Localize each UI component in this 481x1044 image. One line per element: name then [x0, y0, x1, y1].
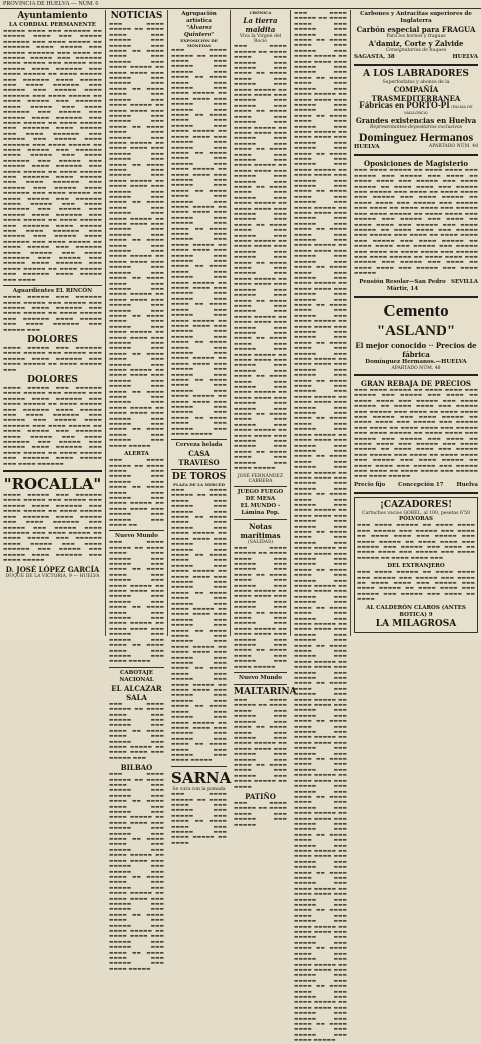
maltarina-heading: MALTARINA — [234, 687, 297, 698]
aguardiente-heading: Aguardientes EL RINCÓN — [12, 288, 93, 295]
divider — [354, 154, 478, 156]
tierra-maldita-subheading: Viva la Virgen del Rocío — [239, 33, 282, 44]
dolores-heading-2: DOLORES — [27, 374, 78, 385]
divider — [234, 672, 287, 673]
dominguez-hermanos: Dominguez Hermanos — [358, 130, 474, 145]
toros-subheading: PLAZA DE LA MERCED — [172, 482, 226, 488]
polvoras-price-list: ▬▬▬ ▬▬▬▬ ▬▬▬▬▬ ▬▬ ▬▬▬▬ ▬▬▬▬ ▬▬▬ ▬▬▬▬▬ ▬▬▬ ▬▬▬▬▬ ▬▬▬ ▬▬▬▬ ▬▬ ▬▬▬▬ ▬▬▬▬ ▬▬▬ ▬▬▬▬▬ ▬▬▬ ▬▬▬▬ ▬▬▬▬▬ ▬▬ ▬▬▬▬ ▬▬▬▬ ▬▬▬ ▬▬▬▬▬ ▬▬▬ ▬▬▬▬▬ ▬▬▬ ▬▬▬▬ ▬▬ ▬▬▬▬ ▬▬▬▬ ▬▬▬ ▬▬▬▬▬ ▬▬▬ ▬▬▬▬ ▬▬▬▬▬ ▬▬ ▬▬▬▬ ▬▬▬▬ ▬▬▬ — [357, 523, 475, 561]
alerta-body: ▬▬▬ ▬▬▬▬ ▬▬▬▬▬ ▬▬ ▬▬▬▬ ▬▬▬▬ ▬▬▬ ▬▬▬▬▬ ▬▬▬ ▬▬▬▬▬ ▬▬▬ ▬▬▬▬ ▬▬ ▬▬▬▬ ▬▬▬▬ ▬▬▬ ▬▬▬▬▬ ▬▬▬ ▬▬▬▬ ▬▬▬▬▬ ▬▬ ▬▬▬▬ ▬▬▬▬ ▬▬▬ ▬▬▬▬▬ ▬▬▬ ▬▬▬▬▬ ▬▬▬ ▬▬▬▬ ▬▬ — [109, 458, 164, 528]
cronica-label: CRÓNICA — [249, 10, 272, 15]
patino-heading: PATIÑO — [245, 791, 276, 801]
rebaja-ad — [354, 379, 478, 489]
dominguez-city: HUELVA — [354, 144, 380, 151]
cemento-row — [354, 301, 478, 341]
divider — [354, 64, 478, 66]
ayuntamiento-body: ▬▬▬▬▬ ▬▬▬▬ ▬▬▬ ▬▬▬▬▬▬ ▬▬ ▬▬▬▬▬ ▬▬▬▬ ▬▬▬ ▬▬▬▬▬ ▬▬▬▬▬▬ ▬▬▬ ▬▬▬▬ ▬▬▬▬▬ ▬▬ ▬▬▬▬▬▬ ▬▬▬▬ ▬▬▬▬▬ ▬▬▬ ▬▬▬▬▬ ▬▬▬▬▬▬ ▬▬▬ ▬▬▬▬ ▬▬ ▬▬▬▬▬ ▬▬▬▬▬ ▬▬▬ ▬▬▬▬▬▬ ▬▬▬▬ ▬▬▬▬▬ ▬▬▬ ▬▬▬▬▬ ▬▬▬ ▬▬▬▬▬ ▬▬▬▬ ▬▬▬▬▬▬ ▬▬▬ ▬▬▬▬ ▬▬▬▬▬ ▬▬ ▬▬▬▬ ▬▬▬▬▬ ▬▬▬ ▬▬▬▬▬▬ ▬▬▬▬ ▬▬▬▬▬ ▬▬▬ ▬▬▬▬ ▬▬▬▬▬▬ ▬▬▬ ▬▬▬▬▬ ▬▬▬ ▬▬▬▬▬ ▬▬▬▬ ▬▬▬▬▬▬ ▬▬▬ ▬▬▬▬ ▬▬▬▬▬ ▬▬ ▬▬▬▬ ▬▬▬▬▬ ▬▬▬ ▬▬▬▬▬▬ ▬▬▬▬ ▬▬▬▬▬ ▬▬▬ ▬▬▬▬ ▬▬▬▬▬▬ ▬▬▬ ▬▬▬▬▬ ▬▬▬ ▬▬▬▬▬ ▬▬▬▬ ▬▬▬▬▬▬ ▬▬▬ ▬▬▬▬ ▬▬▬▬▬ ▬▬ ▬▬▬▬ ▬▬▬▬▬ ▬▬▬ ▬▬▬▬▬▬ ▬▬▬▬ ▬▬▬▬▬ ▬▬▬ ▬▬▬▬ ▬▬▬▬▬▬ ▬▬▬ ▬▬▬▬▬ ▬▬▬ ▬▬▬▬▬ ▬▬▬▬ ▬▬▬▬▬▬ ▬▬▬ ▬▬▬▬ ▬▬▬▬▬ ▬▬ ▬▬▬▬ ▬▬▬▬▬ ▬▬▬ ▬▬▬▬▬▬ ▬▬▬▬ ▬▬▬▬▬ ▬▬▬ ▬▬▬▬ ▬▬▬▬▬▬ ▬▬▬ ▬▬▬▬▬ ▬▬▬ ▬▬▬▬▬ ▬▬▬▬ ▬▬▬▬▬▬ ▬▬▬ ▬▬▬▬ ▬▬▬▬▬ ▬▬ ▬▬▬▬ ▬▬▬▬▬ ▬▬▬ ▬▬▬▬▬▬ ▬▬▬▬ ▬▬▬▬▬ ▬▬▬ ▬▬▬▬ ▬▬▬▬▬▬ ▬▬▬ ▬▬▬▬▬ ▬▬▬ ▬▬▬▬▬ ▬▬▬▬ ▬▬▬▬▬▬ ▬▬▬ ▬▬▬▬ ▬▬▬▬▬ ▬▬ ▬▬▬▬ ▬▬▬▬▬ ▬▬▬ ▬▬▬▬▬▬ ▬▬▬▬ ▬▬▬▬▬ ▬▬▬ ▬▬▬▬ ▬▬▬▬▬▬ ▬▬▬ ▬▬▬▬▬ ▬▬▬ ▬▬▬▬▬ ▬▬▬▬ ▬▬▬▬▬▬ ▬▬▬ ▬▬▬▬ ▬▬▬▬▬ ▬▬ ▬▬▬▬ ▬▬▬▬▬ ▬▬▬ ▬▬▬▬▬▬ ▬▬▬▬ ▬▬▬▬▬ ▬▬▬ ▬▬▬▬ ▬▬▬▬▬▬ ▬▬▬ ▬▬▬▬▬ ▬▬▬ ▬▬▬▬▬ ▬▬▬▬ ▬▬▬▬▬▬ ▬▬▬ ▬▬▬▬ ▬▬▬▬▬ ▬▬ ▬▬▬▬ ▬▬▬▬▬ ▬▬▬ ▬▬▬▬▬▬ ▬▬▬▬ ▬▬▬▬▬ ▬▬▬ ▬▬▬▬ ▬▬▬▬▬▬ ▬▬▬ ▬▬▬▬▬ ▬▬▬ ▬▬▬▬▬ ▬▬▬▬ ▬▬▬▬▬▬ ▬▬▬ ▬▬▬▬ ▬▬▬▬▬ ▬▬ ▬▬▬▬ ▬▬▬▬▬ ▬▬▬ ▬▬▬▬▬▬ ▬▬▬▬ ▬▬▬▬▬ ▬▬▬ ▬▬▬▬ — [3, 29, 102, 283]
casa-travieso-heading: CASA TRAVIESO — [178, 449, 220, 468]
fabricas: Fábricas en PORTO-PI — [359, 100, 450, 111]
maltarina-body: ▬▬▬ ▬▬▬▬ ▬▬▬▬▬ ▬▬ ▬▬▬▬ ▬▬▬▬ ▬▬▬ ▬▬▬▬▬ ▬▬▬ ▬▬▬▬▬ ▬▬▬ ▬▬▬▬ ▬▬ ▬▬▬▬ ▬▬▬▬ ▬▬▬ ▬▬▬▬▬ ▬▬▬ ▬▬▬▬ ▬▬▬▬▬ ▬▬ ▬▬▬▬ ▬▬▬▬ ▬▬▬ ▬▬▬▬▬ ▬▬▬ ▬▬▬▬▬ ▬▬▬ ▬▬▬▬ ▬▬ ▬▬▬▬ ▬▬▬▬ ▬▬▬ ▬▬▬▬▬ ▬▬▬ ▬▬▬▬ ▬▬▬▬▬ ▬▬ ▬▬▬▬ — [234, 698, 287, 790]
precio-fijo: Precio fijo — [354, 481, 386, 488]
precio-row — [354, 482, 478, 489]
notas-maritimas-heading: Notas marítimas — [240, 522, 281, 541]
column-1 — [0, 10, 106, 636]
cemento-ad — [354, 301, 478, 371]
divider — [234, 684, 287, 685]
noticias-body: ▬▬▬ ▬▬▬▬ ▬▬▬▬▬ ▬▬ ▬▬▬▬ ▬▬▬▬ ▬▬▬ ▬▬▬▬▬ ▬▬▬ ▬▬▬▬▬ ▬▬▬ ▬▬▬▬ ▬▬ ▬▬▬▬ ▬▬▬▬ ▬▬▬ ▬▬▬▬▬ ▬▬▬ ▬▬▬▬ ▬▬▬▬▬ ▬▬ ▬▬▬▬ ▬▬▬▬ ▬▬▬ ▬▬▬▬▬ ▬▬▬ ▬▬▬▬▬ ▬▬▬ ▬▬▬▬ ▬▬ ▬▬▬▬ ▬▬▬▬ ▬▬▬ ▬▬▬▬▬ ▬▬▬ ▬▬▬▬ ▬▬▬▬▬ ▬▬ ▬▬▬▬ ▬▬▬▬ ▬▬▬ ▬▬▬▬▬ ▬▬▬ ▬▬▬▬▬ ▬▬▬ ▬▬▬▬ ▬▬ ▬▬▬▬ ▬▬▬▬ ▬▬▬ ▬▬▬▬▬ ▬▬▬ ▬▬▬▬ ▬▬▬▬▬ ▬▬ ▬▬▬▬ ▬▬▬▬ ▬▬▬ ▬▬▬▬▬ ▬▬▬ ▬▬▬▬▬ ▬▬▬ ▬▬▬▬ ▬▬ ▬▬▬▬ ▬▬▬▬ ▬▬▬ ▬▬▬▬▬ ▬▬▬ ▬▬▬▬ ▬▬▬▬▬ ▬▬ ▬▬▬▬ ▬▬▬▬ ▬▬▬ ▬▬▬▬▬ ▬▬▬ ▬▬▬▬▬ ▬▬▬ ▬▬▬▬ ▬▬ ▬▬▬▬ ▬▬▬▬ ▬▬▬ ▬▬▬▬▬ ▬▬▬ ▬▬▬▬ ▬▬▬▬▬ ▬▬ ▬▬▬▬ ▬▬▬▬ ▬▬▬ ▬▬▬▬▬ ▬▬▬ ▬▬▬▬▬ ▬▬▬ ▬▬▬▬ ▬▬ ▬▬▬▬ ▬▬▬▬ ▬▬▬ ▬▬▬▬▬ ▬▬▬ ▬▬▬▬ ▬▬▬▬▬ ▬▬ ▬▬▬▬ ▬▬▬▬ ▬▬▬ ▬▬▬▬▬ ▬▬▬ ▬▬▬▬▬ ▬▬▬ ▬▬▬▬ ▬▬ ▬▬▬▬ ▬▬▬▬ ▬▬▬ ▬▬▬▬▬ ▬▬▬ ▬▬▬▬ ▬▬▬▬▬ ▬▬ ▬▬▬▬ ▬▬▬▬ ▬▬▬ ▬▬▬▬▬ ▬▬▬ ▬▬▬▬▬ ▬▬▬ ▬▬▬▬ ▬▬ ▬▬▬▬ ▬▬▬▬ ▬▬▬ ▬▬▬▬▬ ▬▬▬ ▬▬▬▬ ▬▬▬▬▬ ▬▬ ▬▬▬▬ ▬▬▬▬ ▬▬▬ ▬▬▬▬▬ ▬▬▬ ▬▬▬▬▬ ▬▬▬ ▬▬▬▬ ▬▬ ▬▬▬▬ ▬▬▬▬ ▬▬▬ ▬▬▬▬▬ ▬▬▬ ▬▬▬▬ ▬▬▬▬▬ ▬▬ ▬▬▬▬ ▬▬▬▬ ▬▬▬ ▬▬▬▬▬ ▬▬▬ ▬▬▬▬▬ ▬▬▬ ▬▬▬▬ ▬▬ ▬▬▬▬ ▬▬▬▬ ▬▬▬ ▬▬▬▬▬ ▬▬▬ ▬▬▬▬ ▬▬▬▬▬ ▬▬ ▬▬▬▬ ▬▬▬▬ ▬▬▬ ▬▬▬▬▬ ▬▬▬ ▬▬▬▬▬ ▬▬▬ ▬▬▬▬ ▬▬ ▬▬▬▬ ▬▬▬▬ ▬▬▬ ▬▬▬▬▬ ▬▬▬ ▬▬▬▬ ▬▬▬▬▬ — [109, 22, 164, 449]
masthead — [0, 0, 481, 9]
noticias-heading: NOTICIAS — [110, 11, 163, 21]
labradores-ad — [354, 69, 478, 152]
cabotaje-heading: CABOTAJE NACIONAL — [119, 669, 154, 683]
masthead-text: PROVINCIA DE HUELVA — NÚM. 6 — [3, 1, 99, 7]
divider — [3, 470, 102, 472]
fuego-heading: JUEGO FUEGO DE MESA — [237, 489, 284, 503]
apartado-1: APARTADO NÚM. 48 — [428, 144, 478, 150]
divider — [171, 766, 227, 767]
labradores-heading: A LOS LABRADORES — [363, 68, 469, 79]
divider — [3, 285, 102, 286]
pension-address: Pensión Resolar—San Pedro Mártir, 14 — [359, 278, 446, 292]
ayuntamiento-subheading: LA CORDIAL PERMANENTE — [9, 22, 96, 28]
el-mundo-heading: EL MUNDO - Lámina Pop. — [240, 503, 281, 517]
cerveza-heading: Cerveza helada — [175, 442, 223, 449]
column-3 — [168, 10, 232, 846]
sarna-heading: SARNA — [171, 768, 232, 787]
divider — [234, 486, 287, 487]
oposiciones-ad — [354, 159, 478, 292]
dolores-heading-1: DOLORES — [27, 334, 78, 345]
apartado-2: APARTADO NÚM. 48 — [391, 365, 441, 371]
column-5 — [291, 10, 351, 1044]
oposiciones-heading: Oposiciones de Magisterio — [363, 159, 469, 169]
huelva-city-2: Huelva — [456, 481, 478, 488]
pension-row — [354, 279, 478, 293]
asland-heading: "ASLAND" — [376, 322, 456, 339]
carbones-ad — [354, 11, 478, 61]
grandes-existencias: Grandes existencias en Huelva — [355, 116, 477, 126]
huelva-city: HUELVA — [452, 53, 478, 60]
toros-body: ▬▬▬ ▬▬▬▬ ▬▬▬▬▬ ▬▬ ▬▬▬▬ ▬▬▬▬ ▬▬▬ ▬▬▬▬▬ ▬▬▬ ▬▬▬▬▬ ▬▬▬ ▬▬▬▬ ▬▬ ▬▬▬▬ ▬▬▬▬ ▬▬▬ ▬▬▬▬▬ ▬▬▬ ▬▬▬▬ ▬▬▬▬▬ ▬▬ ▬▬▬▬ ▬▬▬▬ ▬▬▬ ▬▬▬▬▬ ▬▬▬ ▬▬▬▬▬ ▬▬▬ ▬▬▬▬ ▬▬ ▬▬▬▬ ▬▬▬▬ ▬▬▬ ▬▬▬▬▬ ▬▬▬ ▬▬▬▬ ▬▬▬▬▬ ▬▬ ▬▬▬▬ ▬▬▬▬ ▬▬▬ ▬▬▬▬▬ ▬▬▬ ▬▬▬▬▬ ▬▬▬ ▬▬▬▬ ▬▬ ▬▬▬▬ ▬▬▬▬ ▬▬▬ ▬▬▬▬▬ ▬▬▬ ▬▬▬▬ ▬▬▬▬▬ ▬▬ ▬▬▬▬ ▬▬▬▬ ▬▬▬ ▬▬▬▬▬ ▬▬▬ ▬▬▬▬▬ ▬▬▬ ▬▬▬▬ ▬▬ ▬▬▬▬ ▬▬▬▬ ▬▬▬ ▬▬▬▬▬ ▬▬▬ ▬▬▬▬ ▬▬▬▬▬ ▬▬ ▬▬▬▬ ▬▬▬▬ ▬▬▬ ▬▬▬▬▬ ▬▬▬ ▬▬▬▬▬ ▬▬▬ ▬▬▬▬ ▬▬ ▬▬▬▬ ▬▬▬▬ ▬▬▬ ▬▬▬▬▬ ▬▬▬ ▬▬▬▬ ▬▬▬▬▬ ▬▬ ▬▬▬▬ ▬▬▬▬ ▬▬▬ ▬▬▬▬▬ ▬▬▬ ▬▬▬▬▬ ▬▬▬ ▬▬▬▬ ▬▬ ▬▬▬▬ ▬▬▬▬ ▬▬▬ ▬▬▬▬▬ ▬▬▬ ▬▬▬▬ ▬▬▬▬▬ ▬▬ ▬▬▬▬ ▬▬▬▬ ▬▬▬ ▬▬▬▬▬ ▬▬▬ ▬▬▬▬▬ ▬▬▬ ▬▬▬▬ ▬▬ ▬▬▬▬ ▬▬▬▬ ▬▬▬ ▬▬▬▬▬ ▬▬▬ ▬▬▬▬ ▬▬▬▬▬ — [171, 488, 227, 764]
tierra-maldita-body: ▬▬▬ ▬▬▬▬ ▬▬▬▬▬ ▬▬ ▬▬▬▬ ▬▬▬▬ ▬▬▬ ▬▬▬▬▬ ▬▬▬ ▬▬▬▬▬ ▬▬▬ ▬▬▬▬ ▬▬ ▬▬▬▬ ▬▬▬▬ ▬▬▬ ▬▬▬▬▬ ▬▬▬ ▬▬▬▬ ▬▬▬▬▬ ▬▬ ▬▬▬▬ ▬▬▬▬ ▬▬▬ ▬▬▬▬▬ ▬▬▬ ▬▬▬▬▬ ▬▬▬ ▬▬▬▬ ▬▬ ▬▬▬▬ ▬▬▬▬ ▬▬▬ ▬▬▬▬▬ ▬▬▬ ▬▬▬▬ ▬▬▬▬▬ ▬▬ ▬▬▬▬ ▬▬▬▬ ▬▬▬ ▬▬▬▬▬ ▬▬▬ ▬▬▬▬▬ ▬▬▬ ▬▬▬▬ ▬▬ ▬▬▬▬ ▬▬▬▬ ▬▬▬ ▬▬▬▬▬ ▬▬▬ ▬▬▬▬ ▬▬▬▬▬ ▬▬ ▬▬▬▬ ▬▬▬▬ ▬▬▬ ▬▬▬▬▬ ▬▬▬ ▬▬▬▬▬ ▬▬▬ ▬▬▬▬ ▬▬ ▬▬▬▬ ▬▬▬▬ ▬▬▬ ▬▬▬▬▬ ▬▬▬ ▬▬▬▬ ▬▬▬▬▬ ▬▬ ▬▬▬▬ ▬▬▬▬ ▬▬▬ ▬▬▬▬▬ ▬▬▬ ▬▬▬▬▬ ▬▬▬ ▬▬▬▬ ▬▬ ▬▬▬▬ ▬▬▬▬ ▬▬▬ ▬▬▬▬▬ ▬▬▬ ▬▬▬▬ ▬▬▬▬▬ ▬▬ ▬▬▬▬ ▬▬▬▬ ▬▬▬ ▬▬▬▬▬ ▬▬▬ ▬▬▬▬▬ ▬▬▬ ▬▬▬▬ ▬▬ ▬▬▬▬ ▬▬▬▬ ▬▬▬ ▬▬▬▬▬ ▬▬▬ ▬▬▬▬ ▬▬▬▬▬ ▬▬ ▬▬▬▬ ▬▬▬▬ ▬▬▬ ▬▬▬▬▬ ▬▬▬ ▬▬▬▬▬ ▬▬▬ ▬▬▬▬ ▬▬ ▬▬▬▬ ▬▬▬▬ ▬▬▬ ▬▬▬▬▬ ▬▬▬ ▬▬▬▬ ▬▬▬▬▬ ▬▬ ▬▬▬▬ ▬▬▬▬ ▬▬▬ ▬▬▬▬▬ ▬▬▬ ▬▬▬▬▬ ▬▬▬ ▬▬▬▬ ▬▬ ▬▬▬▬ ▬▬▬▬ ▬▬▬ ▬▬▬▬▬ ▬▬▬ ▬▬▬▬ ▬▬▬▬▬ ▬▬ ▬▬▬▬ ▬▬▬▬ ▬▬▬ ▬▬▬▬▬ ▬▬▬ ▬▬▬▬▬ ▬▬▬ ▬▬▬▬ ▬▬ ▬▬▬▬ ▬▬▬▬ ▬▬▬ ▬▬▬▬▬ ▬▬▬ ▬▬▬▬ ▬▬▬▬▬ ▬▬ ▬▬▬▬ ▬▬▬▬ ▬▬▬ ▬▬▬▬▬ ▬▬▬ ▬▬▬▬▬ ▬▬▬ ▬▬▬▬ ▬▬ ▬▬▬▬ ▬▬▬▬ ▬▬▬ ▬▬▬▬▬ ▬▬▬ ▬▬▬▬ ▬▬▬▬▬ ▬▬ ▬▬▬▬ ▬▬▬▬ ▬▬▬ ▬▬▬▬▬ ▬▬▬ ▬▬▬▬▬ ▬▬▬ ▬▬▬▬ ▬▬ ▬▬▬▬ ▬▬▬▬ ▬▬▬ ▬▬▬▬▬ ▬▬▬ ▬▬▬▬ ▬▬▬▬▬ — [234, 44, 287, 472]
fabricas-sub: (PALMA DE MALLORCA) — [404, 105, 473, 115]
sarna-subheading: Se cura con la pomada — [172, 786, 226, 792]
column-4 — [231, 10, 297, 828]
sevilla-city: SEVILLA — [450, 278, 478, 285]
representantes: Representantes-depositarios exclusivos — [370, 125, 462, 131]
agrupacion-subheading: "Álvarez Quintero" — [183, 25, 215, 38]
carbon-especial: Carbón especial para FRAGUA — [356, 25, 476, 34]
divider — [171, 469, 227, 470]
divider — [354, 492, 478, 494]
rebaja-heading: GRAN REBAJA DE PRECIOS — [360, 378, 471, 388]
extranjero-heading: DEL EXTRANJERO — [387, 563, 445, 570]
para-forjas: Para los hornos y fraguas — [386, 34, 446, 39]
column-2 — [106, 10, 168, 972]
divider — [234, 519, 287, 520]
ayuntamiento-heading: Ayuntamiento — [17, 11, 88, 21]
sagasta-address: SAGASTA, 38 — [354, 53, 395, 60]
notas-maritimas-subheading: (SALIDAS) — [247, 540, 274, 546]
cartuchos-line: Cartuchos vacíos GOBEL, al 100, pesetas 6'50 — [362, 510, 470, 516]
mejor-conocido: El mejor conocido ·· Precios de fábrica — [355, 340, 477, 359]
notas-maritimas-body: ▬▬▬ ▬▬▬▬ ▬▬▬▬▬ ▬▬ ▬▬▬▬ ▬▬▬▬ ▬▬▬ ▬▬▬▬▬ ▬▬▬ ▬▬▬▬▬ ▬▬▬ ▬▬▬▬ ▬▬ ▬▬▬▬ ▬▬▬▬ ▬▬▬ ▬▬▬▬▬ ▬▬▬ ▬▬▬▬ ▬▬▬▬▬ ▬▬ ▬▬▬▬ ▬▬▬▬ ▬▬▬ ▬▬▬▬▬ ▬▬▬ ▬▬▬▬▬ ▬▬▬ ▬▬▬▬ ▬▬ ▬▬▬▬ ▬▬▬▬ ▬▬▬ ▬▬▬▬▬ ▬▬▬ ▬▬▬▬ ▬▬▬▬▬ ▬▬ ▬▬▬▬ ▬▬▬▬ ▬▬▬ ▬▬▬▬▬ ▬▬▬ ▬▬▬▬▬ ▬▬▬ ▬▬▬▬ ▬▬ ▬▬▬▬ ▬▬▬▬ ▬▬▬ ▬▬▬▬▬ ▬▬▬ ▬▬▬▬ ▬▬▬▬▬ — [234, 545, 287, 670]
patino-body: ▬▬▬ ▬▬▬▬ ▬▬▬▬▬ ▬▬ ▬▬▬▬ ▬▬▬▬ ▬▬▬ ▬▬▬▬▬ ▬▬▬ ▬▬▬▬▬ — [234, 800, 287, 828]
nuevo-mundo-heading: Nuevo Mundo — [115, 533, 158, 540]
cazadores-ad — [354, 497, 478, 633]
la-milagrosa: LA MILAGROSA — [375, 618, 457, 629]
dominguez-hermanos-2: Domínguez Hermanos.—HUELVA — [365, 358, 467, 365]
rocalla-body: ▬▬▬▬ ▬▬▬▬▬ ▬▬▬ ▬▬▬▬▬▬ ▬▬▬▬ ▬▬▬▬▬ ▬▬▬ ▬▬▬▬▬ ▬▬▬ ▬▬▬▬▬ ▬▬▬▬ ▬▬▬▬▬▬ ▬▬▬ ▬▬▬▬ ▬▬▬▬▬ ▬▬ ▬▬▬▬ ▬▬▬▬▬ ▬▬▬ ▬▬▬▬▬▬ ▬▬▬▬ ▬▬▬▬▬ ▬▬▬ ▬▬▬▬ ▬▬▬▬▬▬ ▬▬▬ ▬▬▬▬▬ ▬▬▬ ▬▬▬▬▬ ▬▬▬▬ ▬▬▬▬▬▬ ▬▬▬ ▬▬▬▬ ▬▬▬▬▬ ▬▬ ▬▬▬▬ ▬▬▬▬▬ ▬▬▬ ▬▬▬▬▬▬ ▬▬▬▬ ▬▬▬▬▬ ▬▬▬ ▬▬▬▬ ▬▬▬▬▬▬ ▬▬▬ ▬▬▬▬▬ ▬▬▬ ▬▬▬▬▬ ▬▬▬▬ ▬▬▬▬▬▬ ▬▬▬ ▬▬▬▬ ▬▬▬▬▬ — [3, 493, 102, 563]
concepcion-address: Concepción 17 — [398, 481, 444, 488]
sagasta-row — [354, 54, 478, 61]
toros-heading: DE TOROS — [171, 472, 227, 483]
agrupacion-heading: Agrupación artística — [181, 11, 217, 24]
dominguez-row — [354, 144, 478, 151]
nuevo-mundo-heading-2: Nuevo Mundo — [239, 675, 282, 682]
nuevo-mundo-body: ▬▬▬ ▬▬▬▬ ▬▬▬▬▬ ▬▬ ▬▬▬▬ ▬▬▬▬ ▬▬▬ ▬▬▬▬▬ ▬▬▬ ▬▬▬▬▬ ▬▬▬ ▬▬▬▬ ▬▬ ▬▬▬▬ ▬▬▬▬ ▬▬▬ ▬▬▬▬▬ ▬▬▬ ▬▬▬▬ ▬▬▬▬▬ ▬▬ ▬▬▬▬ ▬▬▬▬ ▬▬▬ ▬▬▬▬▬ ▬▬▬ ▬▬▬▬▬ ▬▬▬ ▬▬▬▬ ▬▬ ▬▬▬▬ ▬▬▬▬ ▬▬▬ ▬▬▬▬▬ ▬▬▬ ▬▬▬▬ ▬▬▬▬▬ ▬▬ ▬▬▬▬ ▬▬▬▬ ▬▬▬ ▬▬▬▬▬ ▬▬▬ ▬▬▬▬▬ ▬▬▬ ▬▬▬▬ ▬▬ ▬▬▬▬ ▬▬▬▬ ▬▬▬ ▬▬▬▬▬ ▬▬▬ ▬▬▬▬ ▬▬▬▬▬ — [109, 540, 164, 665]
dolores-body-2: ▬▬▬▬ ▬▬▬▬▬ ▬▬▬ ▬▬▬▬▬▬ ▬▬▬▬ ▬▬▬▬▬ ▬▬▬ ▬▬▬▬▬ ▬▬▬ ▬▬▬▬▬ ▬▬▬▬ ▬▬▬▬▬▬ ▬▬▬ ▬▬▬▬ ▬▬▬▬▬ ▬▬ ▬▬▬▬ ▬▬▬▬▬ ▬▬▬ ▬▬▬▬▬▬ ▬▬▬▬ ▬▬▬▬▬ ▬▬▬ ▬▬▬▬ ▬▬▬▬▬▬ ▬▬▬ ▬▬▬▬▬ ▬▬▬ ▬▬▬▬▬ ▬▬▬▬ ▬▬▬▬▬▬ ▬▬▬ ▬▬▬▬ ▬▬▬▬▬ ▬▬ ▬▬▬▬ ▬▬▬▬▬ ▬▬▬ ▬▬▬▬▬▬ ▬▬▬▬ ▬▬▬▬▬ ▬▬▬ ▬▬▬▬ ▬▬▬▬▬▬ ▬▬▬ ▬▬▬▬▬ ▬▬▬ ▬▬▬▬▬ ▬▬▬▬ ▬▬▬▬▬▬ ▬▬▬ ▬▬▬▬ ▬▬▬▬▬ ▬▬ ▬▬▬▬ ▬▬▬▬▬ ▬▬▬ ▬▬▬▬▬▬ ▬▬▬▬ ▬▬▬▬▬ ▬▬▬ ▬▬▬▬ ▬▬▬▬▬▬ — [3, 385, 102, 467]
alcazar-heading: EL ALCAZAR SALA — [111, 683, 162, 702]
divider — [354, 374, 478, 376]
column-6-ads — [351, 10, 481, 636]
tierra-maldita-heading: La tierra maldita — [243, 15, 278, 34]
divider — [109, 530, 164, 531]
tierra-maldita-author: JOSÉ FERNÁNDEZ CABRERA — [237, 473, 284, 484]
polvoras-heading: PÓLVORAS — [399, 516, 433, 523]
adamiz-name: A'damiz, Corte y Zalvide — [368, 39, 464, 49]
fabricas-row — [354, 100, 478, 116]
divider — [171, 439, 227, 440]
dolores-body-1: ▬▬▬▬ ▬▬▬▬▬ ▬▬▬ ▬▬▬▬▬▬ ▬▬▬▬ ▬▬▬▬▬ ▬▬▬ ▬▬▬▬▬ ▬▬▬ ▬▬▬▬▬ ▬▬▬▬ ▬▬▬▬▬▬ ▬▬▬ ▬▬▬▬ ▬▬▬▬▬ ▬▬ ▬▬▬▬ ▬▬▬▬▬ ▬▬▬ — [3, 345, 102, 373]
agrupacion-sub2: EXPOSICIÓN DE MONEDAS — [180, 38, 218, 48]
consignatarios: Consignatarios de buques — [385, 48, 447, 54]
oposiciones-body: ▬▬▬ ▬▬▬▬ ▬▬▬▬▬ ▬▬ ▬▬▬▬ ▬▬▬▬ ▬▬▬ ▬▬▬▬▬ ▬▬▬ ▬▬▬▬▬ ▬▬▬ ▬▬▬▬ ▬▬ ▬▬▬▬ ▬▬▬▬ ▬▬▬ ▬▬▬▬▬ ▬▬▬ ▬▬▬▬ ▬▬▬▬▬ ▬▬ ▬▬▬▬ ▬▬▬▬ ▬▬▬ ▬▬▬▬▬ ▬▬▬ ▬▬▬▬▬ ▬▬▬ ▬▬▬▬ ▬▬ ▬▬▬▬ ▬▬▬▬ ▬▬▬ ▬▬▬▬▬ ▬▬▬ ▬▬▬▬ ▬▬▬▬▬ ▬▬ ▬▬▬▬ ▬▬▬▬ ▬▬▬ ▬▬▬▬▬ ▬▬▬ ▬▬▬▬▬ ▬▬▬ ▬▬▬▬ ▬▬ ▬▬▬▬ ▬▬▬▬ ▬▬▬ ▬▬▬▬▬ ▬▬▬ ▬▬▬▬ ▬▬▬▬▬ ▬▬ ▬▬▬▬ ▬▬▬▬ ▬▬▬ ▬▬▬▬▬ ▬▬▬ ▬▬▬▬▬ ▬▬▬ ▬▬▬▬ ▬▬ ▬▬▬▬ ▬▬▬▬ ▬▬▬ ▬▬▬▬▬ ▬▬▬ ▬▬▬▬ ▬▬▬▬▬ ▬▬ ▬▬▬▬ ▬▬▬▬ ▬▬▬ ▬▬▬▬▬ ▬▬▬ ▬▬▬▬▬ ▬▬▬ ▬▬▬▬ ▬▬ ▬▬▬▬ ▬▬▬▬ ▬▬▬ ▬▬▬▬▬ ▬▬▬ ▬▬▬▬ ▬▬▬▬▬ ▬▬ ▬▬▬▬ ▬▬▬▬ ▬▬▬ ▬▬▬▬▬ ▬▬▬ ▬▬▬▬▬ ▬▬▬ ▬▬▬▬ ▬▬ ▬▬▬▬ ▬▬▬▬ ▬▬▬ ▬▬▬▬▬ ▬▬▬ ▬▬▬▬ ▬▬▬▬▬ ▬▬ ▬▬▬▬ ▬▬▬▬ ▬▬▬ ▬▬▬▬▬ ▬▬▬ ▬▬▬▬▬ ▬▬▬ ▬▬▬▬ ▬▬ ▬▬▬▬ ▬▬▬▬ ▬▬▬ ▬▬▬▬▬ ▬▬▬ ▬▬▬▬ ▬▬▬▬▬ — [354, 168, 478, 277]
divider — [354, 296, 478, 298]
bilbao-body: ▬▬▬ ▬▬▬▬ ▬▬▬▬▬ ▬▬ ▬▬▬▬ ▬▬▬▬ ▬▬▬ ▬▬▬▬▬ ▬▬▬ ▬▬▬▬▬ ▬▬▬ ▬▬▬▬ ▬▬ ▬▬▬▬ ▬▬▬▬ ▬▬▬ ▬▬▬▬▬ ▬▬▬ ▬▬▬▬ ▬▬▬▬▬ ▬▬ ▬▬▬▬ ▬▬▬▬ ▬▬▬ ▬▬▬▬▬ ▬▬▬ ▬▬▬▬▬ ▬▬▬ ▬▬▬▬ ▬▬ ▬▬▬▬ ▬▬▬▬ ▬▬▬ ▬▬▬▬▬ ▬▬▬ ▬▬▬▬ ▬▬▬▬▬ ▬▬ ▬▬▬▬ ▬▬▬▬ ▬▬▬ ▬▬▬▬▬ ▬▬▬ ▬▬▬▬▬ ▬▬▬ ▬▬▬▬ ▬▬ ▬▬▬▬ ▬▬▬▬ ▬▬▬ ▬▬▬▬▬ ▬▬▬ ▬▬▬▬ ▬▬▬▬▬ ▬▬ ▬▬▬▬ ▬▬▬▬ ▬▬▬ ▬▬▬▬▬ ▬▬▬ ▬▬▬▬▬ ▬▬▬ ▬▬▬▬ ▬▬ ▬▬▬▬ ▬▬▬▬ ▬▬▬ ▬▬▬▬▬ ▬▬▬ ▬▬▬▬ ▬▬▬▬▬ ▬▬ ▬▬▬▬ ▬▬▬▬ ▬▬▬ ▬▬▬▬▬ ▬▬▬ ▬▬▬▬▬ ▬▬▬ ▬▬▬▬ ▬▬ ▬▬▬▬ ▬▬▬▬ ▬▬▬ ▬▬▬▬▬ ▬▬▬ ▬▬▬▬ ▬▬▬▬▬ — [109, 772, 164, 972]
bilbao-heading: BILBAO — [120, 763, 153, 773]
carbones-heading: Carbones y Antracitas superiores de Inglaterra — [360, 11, 472, 24]
agrupacion-body: ▬▬▬ ▬▬▬▬ ▬▬▬▬▬ ▬▬ ▬▬▬▬ ▬▬▬▬ ▬▬▬ ▬▬▬▬▬ ▬▬▬ ▬▬▬▬▬ ▬▬▬ ▬▬▬▬ ▬▬ ▬▬▬▬ ▬▬▬▬ ▬▬▬ ▬▬▬▬▬ ▬▬▬ ▬▬▬▬ ▬▬▬▬▬ ▬▬ ▬▬▬▬ ▬▬▬▬ ▬▬▬ ▬▬▬▬▬ ▬▬▬ ▬▬▬▬▬ ▬▬▬ ▬▬▬▬ ▬▬ ▬▬▬▬ ▬▬▬▬ ▬▬▬ ▬▬▬▬▬ ▬▬▬ ▬▬▬▬ ▬▬▬▬▬ ▬▬ ▬▬▬▬ ▬▬▬▬ ▬▬▬ ▬▬▬▬▬ ▬▬▬ ▬▬▬▬▬ ▬▬▬ ▬▬▬▬ ▬▬ ▬▬▬▬ ▬▬▬▬ ▬▬▬ ▬▬▬▬▬ ▬▬▬ ▬▬▬▬ ▬▬▬▬▬ ▬▬ ▬▬▬▬ ▬▬▬▬ ▬▬▬ ▬▬▬▬▬ ▬▬▬ ▬▬▬▬▬ ▬▬▬ ▬▬▬▬ ▬▬ ▬▬▬▬ ▬▬▬▬ ▬▬▬ ▬▬▬▬▬ ▬▬▬ ▬▬▬▬ ▬▬▬▬▬ ▬▬ ▬▬▬▬ ▬▬▬▬ ▬▬▬ ▬▬▬▬▬ ▬▬▬ ▬▬▬▬▬ ▬▬▬ ▬▬▬▬ ▬▬ ▬▬▬▬ ▬▬▬▬ ▬▬▬ ▬▬▬▬▬ ▬▬▬ ▬▬▬▬ ▬▬▬▬▬ ▬▬ ▬▬▬▬ ▬▬▬▬ ▬▬▬ ▬▬▬▬▬ ▬▬▬ ▬▬▬▬▬ ▬▬▬ ▬▬▬▬ ▬▬ ▬▬▬▬ ▬▬▬▬ ▬▬▬ ▬▬▬▬▬ ▬▬▬ ▬▬▬▬ ▬▬▬▬▬ ▬▬ ▬▬▬▬ ▬▬▬▬ ▬▬▬ ▬▬▬▬▬ ▬▬▬ ▬▬▬▬▬ ▬▬▬ ▬▬▬▬ ▬▬ ▬▬▬▬ ▬▬▬▬ ▬▬▬ ▬▬▬▬▬ ▬▬▬ ▬▬▬▬ ▬▬▬▬▬ ▬▬ ▬▬▬▬ ▬▬▬▬ ▬▬▬ ▬▬▬▬▬ ▬▬▬ ▬▬▬▬▬ ▬▬▬ ▬▬▬▬ ▬▬ ▬▬▬▬ ▬▬▬▬ ▬▬▬ ▬▬▬▬▬ ▬▬▬ ▬▬▬▬ ▬▬▬▬▬ ▬▬ ▬▬▬▬ ▬▬▬▬ ▬▬▬ ▬▬▬▬▬ ▬▬▬ ▬▬▬▬▬ ▬▬▬ ▬▬▬▬ ▬▬ ▬▬▬▬ ▬▬▬▬ ▬▬▬ ▬▬▬▬▬ ▬▬▬ ▬▬▬▬ ▬▬▬▬▬ ▬▬ ▬▬▬▬ ▬▬▬▬ ▬▬▬ ▬▬▬▬▬ ▬▬▬ ▬▬▬▬▬ ▬▬▬ ▬▬▬▬ ▬▬ ▬▬▬▬ ▬▬▬▬ ▬▬▬ ▬▬▬▬▬ ▬▬▬ ▬▬▬▬ ▬▬▬▬▬ — [171, 48, 227, 438]
rocalla-heading: "ROCALLA" — [3, 475, 102, 494]
cabotaje-body: ▬▬▬ ▬▬▬▬ ▬▬▬▬▬ ▬▬ ▬▬▬▬ ▬▬▬▬ ▬▬▬ ▬▬▬▬▬ ▬▬▬ ▬▬▬▬▬ ▬▬▬ ▬▬▬▬ ▬▬ ▬▬▬▬ ▬▬▬▬ ▬▬▬ ▬▬▬▬▬ ▬▬▬ ▬▬▬▬ ▬▬▬▬▬ ▬▬ ▬▬▬▬ ▬▬▬▬ ▬▬▬ ▬▬▬▬▬ ▬▬▬ — [109, 701, 164, 761]
cazadores-heading: ¡CAZADORES! — [379, 499, 453, 510]
garcia-heading: D. JOSÉ LÓPEZ GARCÍA — [5, 565, 100, 575]
alcalde-address: AL CALDERÓN CLAROS (ANTES BOTICA) 9 — [366, 604, 466, 618]
superfosfatos: Superfosfatos y abonos de la — [382, 79, 450, 85]
cemento-heading: Cemento — [383, 300, 449, 320]
compania-trasmediterranea: COMPAÑÍA TRASMEDITERRANEA — [371, 85, 461, 104]
tierra-maldita-continuation: ▬▬▬ ▬▬▬▬ ▬▬▬▬▬ ▬▬ ▬▬▬▬ ▬▬▬▬ ▬▬▬ ▬▬▬▬▬ ▬▬▬ ▬▬▬▬▬ ▬▬▬ ▬▬▬▬ ▬▬ ▬▬▬▬ ▬▬▬▬ ▬▬▬ ▬▬▬▬▬ ▬▬▬ ▬▬▬▬ ▬▬▬▬▬ ▬▬ ▬▬▬▬ ▬▬▬▬ ▬▬▬ ▬▬▬▬▬ ▬▬▬ ▬▬▬▬▬ ▬▬▬ ▬▬▬▬ ▬▬ ▬▬▬▬ ▬▬▬▬ ▬▬▬ ▬▬▬▬▬ ▬▬▬ ▬▬▬▬ ▬▬▬▬▬ ▬▬ ▬▬▬▬ ▬▬▬▬ ▬▬▬ ▬▬▬▬▬ ▬▬▬ ▬▬▬▬▬ ▬▬▬ ▬▬▬▬ ▬▬ ▬▬▬▬ ▬▬▬▬ ▬▬▬ ▬▬▬▬▬ ▬▬▬ ▬▬▬▬ ▬▬▬▬▬ ▬▬ ▬▬▬▬ ▬▬▬▬ ▬▬▬ ▬▬▬▬▬ ▬▬▬ ▬▬▬▬▬ ▬▬▬ ▬▬▬▬ ▬▬ ▬▬▬▬ ▬▬▬▬ ▬▬▬ ▬▬▬▬▬ ▬▬▬ ▬▬▬▬ ▬▬▬▬▬ ▬▬ ▬▬▬▬ ▬▬▬▬ ▬▬▬ ▬▬▬▬▬ ▬▬▬ ▬▬▬▬▬ ▬▬▬ ▬▬▬▬ ▬▬ ▬▬▬▬ ▬▬▬▬ ▬▬▬ ▬▬▬▬▬ ▬▬▬ ▬▬▬▬ ▬▬▬▬▬ ▬▬ ▬▬▬▬ ▬▬▬▬ ▬▬▬ ▬▬▬▬▬ ▬▬▬ ▬▬▬▬▬ ▬▬▬ ▬▬▬▬ ▬▬ ▬▬▬▬ ▬▬▬▬ ▬▬▬ ▬▬▬▬▬ ▬▬▬ ▬▬▬▬ ▬▬▬▬▬ ▬▬ ▬▬▬▬ ▬▬▬▬ ▬▬▬ ▬▬▬▬▬ ▬▬▬ ▬▬▬▬▬ ▬▬▬ ▬▬▬▬ ▬▬ ▬▬▬▬ ▬▬▬▬ ▬▬▬ ▬▬▬▬▬ ▬▬▬ ▬▬▬▬ ▬▬▬▬▬ ▬▬ ▬▬▬▬ ▬▬▬▬ ▬▬▬ ▬▬▬▬▬ ▬▬▬ ▬▬▬▬▬ ▬▬▬ ▬▬▬▬ ▬▬ ▬▬▬▬ ▬▬▬▬ ▬▬▬ ▬▬▬▬▬ ▬▬▬ ▬▬▬▬ ▬▬▬▬▬ ▬▬ ▬▬▬▬ ▬▬▬▬ ▬▬▬ ▬▬▬▬▬ ▬▬▬ ▬▬▬▬▬ ▬▬▬ ▬▬▬▬ ▬▬ ▬▬▬▬ ▬▬▬▬ ▬▬▬ ▬▬▬▬▬ ▬▬▬ ▬▬▬▬ ▬▬▬▬▬ ▬▬ ▬▬▬▬ ▬▬▬▬ ▬▬▬ ▬▬▬▬▬ ▬▬▬ ▬▬▬▬▬ ▬▬▬ ▬▬▬▬ ▬▬ ▬▬▬▬ ▬▬▬▬ ▬▬▬ ▬▬▬▬▬ ▬▬▬ ▬▬▬▬ ▬▬▬▬▬ ▬▬ ▬▬▬▬ ▬▬▬▬ ▬▬▬ ▬▬▬▬▬ ▬▬▬ ▬▬▬▬▬ ▬▬▬ ▬▬▬▬ ▬▬ ▬▬▬▬ ▬▬▬▬ ▬▬▬ ▬▬▬▬▬ ▬▬▬ ▬▬▬▬ ▬▬▬▬▬ ▬▬ ▬▬▬▬ ▬▬▬▬ ▬▬▬ ▬▬▬▬▬ ▬▬▬ ▬▬▬▬▬ ▬▬▬ ▬▬▬▬ ▬▬ ▬▬▬▬ ▬▬▬▬ ▬▬▬ ▬▬▬▬▬ ▬▬▬ ▬▬▬▬ ▬▬▬▬▬ ▬▬ ▬▬▬▬ ▬▬▬▬ ▬▬▬ ▬▬▬▬▬ ▬▬▬ ▬▬▬▬▬ ▬▬▬ ▬▬▬▬ ▬▬ ▬▬▬▬ ▬▬▬▬ ▬▬▬ ▬▬▬▬▬ ▬▬▬ ▬▬▬▬ ▬▬▬▬▬ ▬▬ ▬▬▬▬ ▬▬▬▬ ▬▬▬ ▬▬▬▬▬ ▬▬▬ ▬▬▬▬▬ ▬▬▬ ▬▬▬▬ ▬▬ ▬▬▬▬ ▬▬▬▬ ▬▬▬ ▬▬▬▬▬ ▬▬▬ ▬▬▬▬ ▬▬▬▬▬ ▬▬ ▬▬▬▬ ▬▬▬▬ ▬▬▬ ▬▬▬▬▬ ▬▬▬ ▬▬▬▬▬ ▬▬▬ ▬▬▬▬ ▬▬ ▬▬▬▬ ▬▬▬▬ ▬▬▬ ▬▬▬▬▬ ▬▬▬ ▬▬▬▬ ▬▬▬▬▬ ▬▬ ▬▬▬▬ ▬▬▬▬ ▬▬▬ ▬▬▬▬▬ ▬▬▬ ▬▬▬▬▬ ▬▬▬ ▬▬▬▬ ▬▬ ▬▬▬▬ ▬▬▬▬ ▬▬▬ ▬▬▬▬▬ ▬▬▬ ▬▬▬▬ ▬▬▬▬▬ ▬▬ ▬▬▬▬ ▬▬▬▬ ▬▬▬ ▬▬▬▬▬ ▬▬▬ ▬▬▬▬▬ ▬▬▬ ▬▬▬▬ ▬▬ ▬▬▬▬ ▬▬▬▬ ▬▬▬ ▬▬▬▬▬ ▬▬▬ ▬▬▬▬ ▬▬▬▬▬ ▬▬ ▬▬▬▬ ▬▬▬▬ ▬▬▬ ▬▬▬▬▬ ▬▬▬ ▬▬▬▬▬ ▬▬▬ ▬▬▬▬ ▬▬ ▬▬▬▬ ▬▬▬▬ ▬▬▬ ▬▬▬▬▬ ▬▬▬ ▬▬▬▬ ▬▬▬▬▬ ▬▬ ▬▬▬▬ ▬▬▬▬ ▬▬▬ ▬▬▬▬▬ ▬▬▬ ▬▬▬▬▬ ▬▬▬ ▬▬▬▬ ▬▬ ▬▬▬▬ ▬▬▬▬ ▬▬▬ ▬▬▬▬▬ ▬▬▬ ▬▬▬▬ ▬▬▬▬▬ ▬▬ ▬▬▬▬ ▬▬▬▬ ▬▬▬ ▬▬▬▬▬ ▬▬▬ ▬▬▬▬▬ ▬▬▬ ▬▬▬▬ ▬▬ ▬▬▬▬ ▬▬▬▬ ▬▬▬ ▬▬▬▬▬ ▬▬▬ ▬▬▬▬ ▬▬▬▬▬ ▬▬ ▬▬▬▬ ▬▬▬▬ ▬▬▬ ▬▬▬▬▬ ▬▬▬ ▬▬▬▬▬ ▬▬▬ ▬▬▬▬ ▬▬ ▬▬▬▬ ▬▬▬▬ ▬▬▬ ▬▬▬▬▬ ▬▬▬ ▬▬▬▬ ▬▬▬▬▬ ▬▬ ▬▬▬▬ ▬▬▬▬ ▬▬▬ ▬▬▬▬▬ ▬▬▬ ▬▬▬▬▬ ▬▬▬ ▬▬▬▬ ▬▬ ▬▬▬▬ ▬▬▬▬ ▬▬▬ ▬▬▬▬▬ ▬▬▬ ▬▬▬▬ ▬▬▬▬▬ ▬▬ ▬▬▬▬ ▬▬▬▬ ▬▬▬ ▬▬▬▬▬ ▬▬▬ ▬▬▬▬▬ ▬▬▬ ▬▬▬▬ ▬▬ ▬▬▬▬ ▬▬▬▬ ▬▬▬ ▬▬▬▬▬ ▬▬▬ ▬▬▬▬ ▬▬▬▬▬ ▬▬ ▬▬▬▬ ▬▬▬▬ ▬▬▬ ▬▬▬▬▬ ▬▬▬ ▬▬▬▬▬ ▬▬▬ ▬▬▬▬ ▬▬ ▬▬▬▬ ▬▬▬▬ ▬▬▬ ▬▬▬▬▬ ▬▬▬ ▬▬▬▬ ▬▬▬▬▬ ▬▬ ▬▬▬▬ ▬▬▬▬ ▬▬▬ ▬▬▬▬▬ ▬▬▬ ▬▬▬▬▬ ▬▬▬ ▬▬▬▬ ▬▬ ▬▬▬▬ ▬▬▬▬ ▬▬▬ ▬▬▬▬▬ ▬▬▬ ▬▬▬▬ ▬▬▬▬▬ ▬▬ ▬▬▬▬ ▬▬▬▬ ▬▬▬ ▬▬▬▬▬ ▬▬▬ ▬▬▬▬▬ ▬▬▬ ▬▬▬▬ ▬▬ ▬▬▬▬ ▬▬▬▬ ▬▬▬ ▬▬▬▬▬ ▬▬▬ ▬▬▬▬ ▬▬▬▬▬ ▬▬ ▬▬▬▬ ▬▬▬▬ ▬▬▬ ▬▬▬▬▬ ▬▬▬ ▬▬▬▬▬ ▬▬▬ ▬▬▬▬ ▬▬ ▬▬▬▬ ▬▬▬▬ ▬▬▬ ▬▬▬▬▬ ▬▬▬ ▬▬▬▬ ▬▬▬▬▬ — [294, 11, 347, 1044]
divider — [109, 667, 164, 668]
alerta-heading: ALERTA — [124, 451, 149, 458]
extranjero-price-list: ▬▬▬ ▬▬▬▬ ▬▬▬▬▬ ▬▬ ▬▬▬▬ ▬▬▬▬ ▬▬▬ ▬▬▬▬▬ ▬▬▬ ▬▬▬▬▬ ▬▬▬ ▬▬▬▬ ▬▬ ▬▬▬▬ ▬▬▬▬ ▬▬▬ ▬▬▬▬▬ ▬▬▬ ▬▬▬▬ ▬▬▬▬▬ ▬▬ ▬▬▬▬ ▬▬▬▬ ▬▬▬ ▬▬▬▬▬ ▬▬▬ ▬▬▬▬▬ ▬▬▬ ▬▬▬▬ ▬▬ ▬▬▬▬ — [357, 570, 475, 603]
sarna-body: ▬▬▬ ▬▬▬▬ ▬▬▬▬▬ ▬▬ ▬▬▬▬ ▬▬▬▬ ▬▬▬ ▬▬▬▬▬ ▬▬▬ ▬▬▬▬▬ ▬▬▬ ▬▬▬▬ ▬▬ ▬▬▬▬ ▬▬▬▬ ▬▬▬ ▬▬▬▬▬ ▬▬▬ ▬▬▬▬ ▬▬▬▬▬ ▬▬ ▬▬▬▬ — [171, 792, 227, 846]
rebaja-body: ▬▬▬ ▬▬▬▬ ▬▬▬▬▬ ▬▬ ▬▬▬▬ ▬▬▬▬ ▬▬▬ ▬▬▬▬▬ ▬▬▬ ▬▬▬▬▬ ▬▬▬ ▬▬▬▬ ▬▬ ▬▬▬▬ ▬▬▬▬ ▬▬▬ ▬▬▬▬▬ ▬▬▬ ▬▬▬▬ ▬▬▬▬▬ ▬▬ ▬▬▬▬ ▬▬▬▬ ▬▬▬ ▬▬▬▬▬ ▬▬▬ ▬▬▬▬▬ ▬▬▬ ▬▬▬▬ ▬▬ ▬▬▬▬ ▬▬▬▬ ▬▬▬ ▬▬▬▬▬ ▬▬▬ ▬▬▬▬ ▬▬▬▬▬ ▬▬ ▬▬▬▬ ▬▬▬▬ ▬▬▬ ▬▬▬▬▬ ▬▬▬ ▬▬▬▬▬ ▬▬▬ ▬▬▬▬ ▬▬ ▬▬▬▬ ▬▬▬▬ ▬▬▬ ▬▬▬▬▬ ▬▬▬ ▬▬▬▬ ▬▬▬▬▬ ▬▬ ▬▬▬▬ ▬▬▬▬ ▬▬▬ ▬▬▬▬▬ ▬▬▬ ▬▬▬▬▬ ▬▬▬ ▬▬▬▬ ▬▬ ▬▬▬▬ ▬▬▬▬ ▬▬▬ ▬▬▬▬▬ ▬▬▬ ▬▬▬▬ ▬▬▬▬▬ ▬▬ ▬▬▬▬ ▬▬▬▬ ▬▬▬ ▬▬▬▬▬ ▬▬▬ ▬▬▬▬▬ ▬▬▬ ▬▬▬▬ ▬▬ ▬▬▬▬ ▬▬▬▬ ▬▬▬ ▬▬▬▬▬ ▬▬▬ ▬▬▬▬ ▬▬▬▬▬ ▬▬ ▬▬▬▬ ▬▬▬▬ ▬▬▬ ▬▬▬▬▬ ▬▬▬ ▬▬▬▬▬ ▬▬▬ ▬▬▬▬ ▬▬ ▬▬▬▬ ▬▬▬▬ ▬▬▬ ▬▬▬▬▬ ▬▬▬ ▬▬▬▬ ▬▬▬▬▬ — [354, 387, 478, 480]
garcia-address: DUQUE DE LA VICTORIA, 9 — HUELVA — [5, 574, 100, 580]
aguardiente-body: ▬▬▬▬ ▬▬▬▬▬ ▬▬▬ ▬▬▬▬▬▬ ▬▬▬▬ ▬▬▬▬▬ ▬▬▬ ▬▬▬▬▬ ▬▬▬ ▬▬▬▬▬ ▬▬▬▬ ▬▬▬▬▬▬ ▬▬▬ ▬▬▬▬ ▬▬▬▬▬ ▬▬ ▬▬▬▬ ▬▬▬▬▬ ▬▬▬ ▬▬▬▬▬▬ ▬▬▬▬ ▬▬▬▬▬ ▬▬▬ ▬▬▬▬ ▬▬▬▬▬▬ ▬▬▬ ▬▬▬▬▬ ▬▬▬ — [3, 295, 102, 333]
